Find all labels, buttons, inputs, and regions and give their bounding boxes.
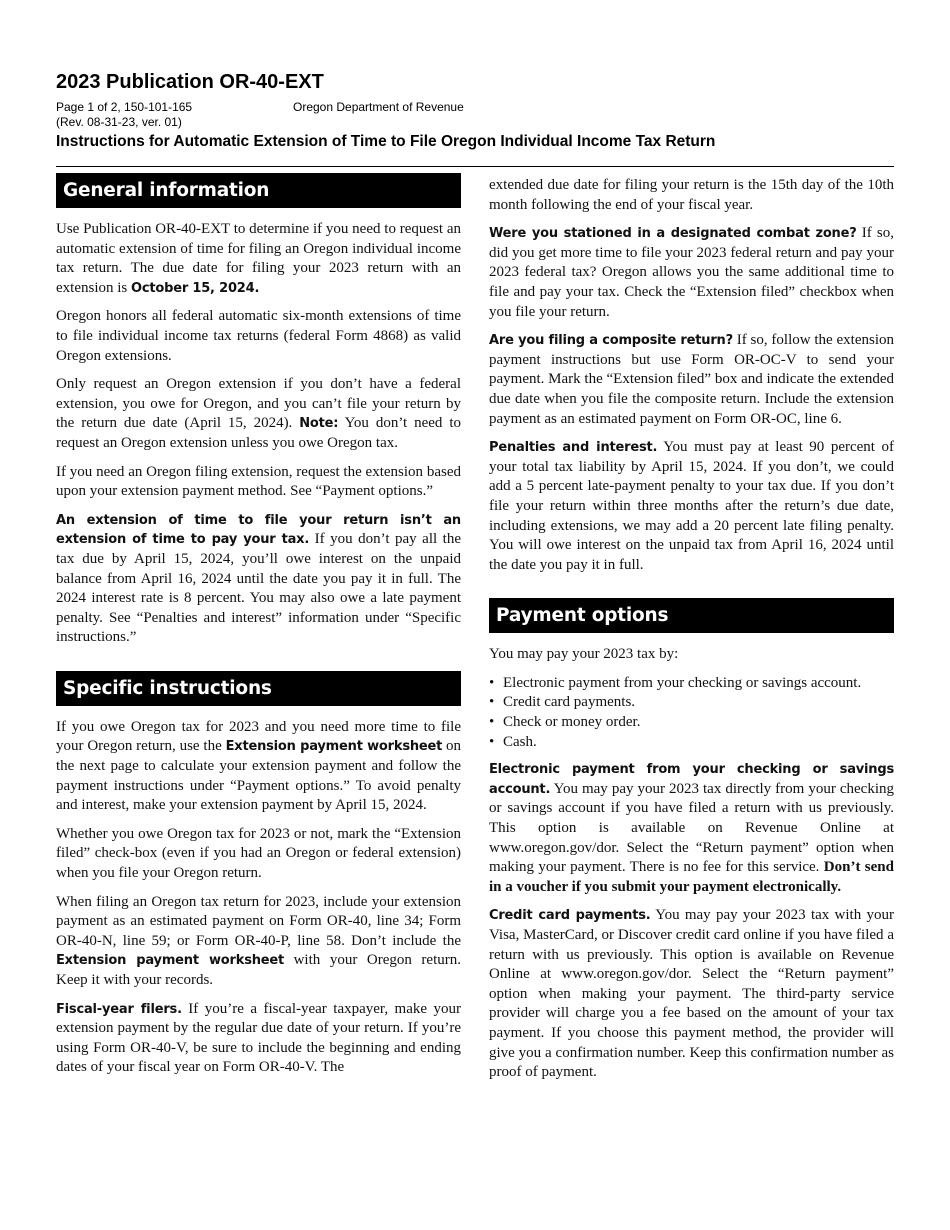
combat-zone-lead: Were you stationed in a designated combat zone? bbox=[489, 226, 857, 242]
electronic-payment-paragraph: Electronic payment from your checking or savings account. You may pay your 2023 tax directly from your checking or savings account if you have filed a return with us previously. This option is available on Revenue Online at www.oregon.gov/dor. Select the “Return payment” option when making your payment. There is no fee for this service. Don’t send in a voucher if you submit your payment electronically. bbox=[489, 762, 894, 895]
specific-paragraph-1: If you owe Oregon tax for 2023 and you need more time to file your Oregon return, use the Extension payment worksheet on the next page to calculate your extension payment and follow the payment instructions under “Payment options.” To avoid penalty and interest, make your extension payment by April 15, 2024. bbox=[56, 718, 462, 814]
fiscal-year-filers-lead: Fiscal-year filers. bbox=[56, 1001, 182, 1017]
combat-zone-paragraph: Were you stationed in a designated combat zone? If so, did you get more time to file your 2023 federal return and pay your 2023 federal tax? Oregon allows you the same additional time to file and pay your tax. Check the “Extension filed” checkbox when you file your return. bbox=[489, 225, 894, 320]
left-column bbox=[56, 173, 461, 1087]
list-item: • Cash. bbox=[489, 733, 894, 753]
fiscal-year-continuation: extended due date for filing your return is the 15th day of the 10th month following the end of your fiscal year. bbox=[489, 177, 894, 213]
department-name: Oregon Department of Revenue bbox=[293, 100, 464, 114]
general-paragraph-3: Only request an Oregon extension if you don’t have a federal extension, you owe for Oregon, and you can’t file your return by the return due date (April 15, 2024). Note: You don’t need to request an Oregon extension unless you owe Oregon tax. bbox=[56, 376, 461, 451]
general-paragraph-1: Use Publication OR-40-EXT to determine if you need to request an automatic extension of time for filing an Oregon individual income tax return. The due date for filing your 2023 return with an extension is October 15, 2024. bbox=[56, 221, 461, 296]
header-divider bbox=[56, 166, 894, 167]
publication-title: 2023 Publication OR-40-EXT bbox=[56, 71, 324, 93]
list-item: • Electronic payment from your checking or savings account. bbox=[489, 674, 894, 694]
general-information-heading: General information bbox=[56, 173, 461, 208]
right-column bbox=[489, 176, 894, 1092]
general-paragraph-4: If you need an Oregon filing extension, request the extension based upon your extension payment method. See “Payment options.” bbox=[56, 463, 461, 500]
extension-not-payment-lead: An extension of time to file your return isn’t an extension of time to pay your tax. bbox=[56, 512, 461, 548]
payment-options-list bbox=[489, 674, 894, 752]
fiscal-year-filers-paragraph: Fiscal-year filers. If you’re a fiscal-year taxpayer, make your extension payment by the regular due date of your return. If you’re using Form OR-40-V, be sure to include the beginning and ending dates of your fiscal year on Form OR-40-V. The bbox=[56, 1000, 461, 1076]
worksheet-reference: Extension payment worksheet bbox=[225, 739, 443, 755]
worksheet-reference: Extension payment worksheet bbox=[56, 953, 285, 969]
payment-intro: You may pay your 2023 tax by: bbox=[489, 646, 679, 663]
list-item: • Credit card payments. bbox=[489, 693, 894, 713]
penalties-interest-lead: Penalties and interest. bbox=[489, 440, 658, 456]
publication-subtitle: Instructions for Automatic Extension of Time to File Oregon Individual Income Tax Return bbox=[56, 133, 716, 150]
electronic-payment-lead: Electronic payment from your checking or savings account. bbox=[489, 762, 894, 797]
note-label: Note: bbox=[299, 416, 339, 432]
credit-card-paragraph: Credit card payments. You may pay your 2023 tax with your Visa, MasterCard, or Discover credit card online if you have filed a return with us previously. This option is available on Revenue Online at www.oregon.gov/dor. Select the “Return payment” option when making your payment. The third-party service provider will charge you a fee based on the amount of your tax payment. If you choose this payment method, the provider will give you a confirmation number. Keep this confirmation number as proof of payment. bbox=[489, 907, 894, 1081]
no-voucher-warning: Don’t send in a voucher if you submit your payment electronically. bbox=[489, 859, 894, 895]
payment-options-heading: Payment options bbox=[489, 598, 894, 633]
penalties-interest-paragraph: Penalties and interest. You must pay at least 90 percent of your total tax liability by April 15, 2024. If you don’t, we could add a 5 percent late-payment penalty to your tax due. If you don’t file your return within three months after the return’s due date, including extensions, we may add a 20 percent late filing penalty. You will owe interest on the unpaid tax from April 16, 2024 until the date you pay it in full. bbox=[489, 439, 894, 573]
specific-paragraph-3: When filing an Oregon tax return for 2023, include your extension payment as an estimated payment on Form OR-40, line 34; Form OR-40-N, line 59; or Form OR-40-P, line 58. Don’t include the Extension payment worksheet with your Oregon return. Keep it with your records. bbox=[56, 893, 461, 988]
list-item: • Check or money order. bbox=[489, 713, 894, 733]
composite-return-paragraph: Are you filing a composite return? If so, follow the extension payment instructions but use Form OR-OC-V to send your payment. Mark the “Extension filed” box and indicate the extended due date when you file the composite return. Include the extension payment as an estimated payment on Form OR-OC, line 6. bbox=[489, 332, 894, 427]
credit-card-lead: Credit card payments. bbox=[489, 908, 651, 924]
specific-instructions-heading: Specific instructions bbox=[56, 671, 461, 706]
composite-return-lead: Are you filing a composite return? bbox=[489, 333, 733, 349]
general-paragraph-2: Oregon honors all federal automatic six-month extensions of time to file individual income tax returns (federal Form 4868) as valid Oregon extensions. bbox=[56, 308, 461, 364]
revision-info: (Rev. 08-31-23, ver. 01) bbox=[56, 115, 182, 129]
general-paragraph-5: An extension of time to file your return isn’t an extension of time to pay your tax. If you don’t pay all the tax due by April 15, 2024, you’ll owe interest on the unpaid balance from April 16, 2024 until the date you pay it in full. The 2024 interest rate is 8 percent. You may also owe a late payment penalty. See “Penalties and interest” information under “Specific instructions.” bbox=[56, 512, 461, 646]
page-info: Page 1 of 2, 150-101-165 bbox=[56, 100, 193, 114]
specific-paragraph-2: Whether you owe Oregon tax for 2023 or not, mark the “Extension filed” check-box (even if you had an Oregon or federal extension) when you file your Oregon return. bbox=[56, 825, 461, 882]
extension-due-date: October 15, 2024. bbox=[131, 280, 260, 296]
